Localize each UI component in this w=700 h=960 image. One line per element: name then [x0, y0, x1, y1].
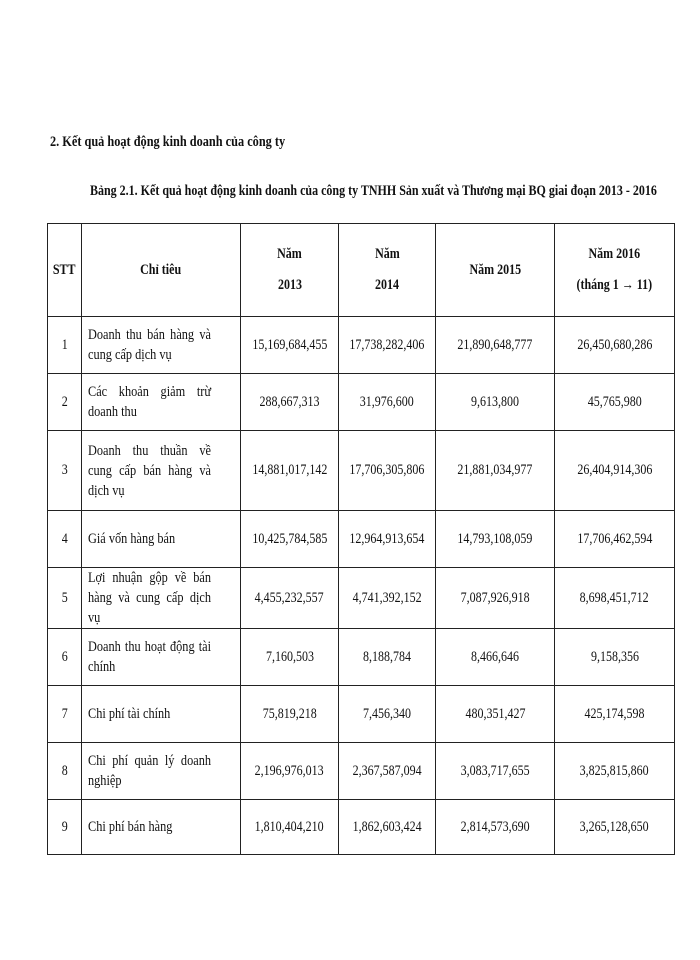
row-label: Các khoản giảm trừ doanh thu — [82, 374, 241, 431]
row-label: Giá vốn hàng bán — [82, 511, 241, 568]
cell-2016: 45,765,980 — [555, 374, 675, 431]
business-results-table — [47, 223, 675, 855]
table-row — [48, 511, 675, 568]
cell-2013: 1,810,404,210 — [241, 800, 339, 855]
cell-2013: 2,196,976,013 — [241, 743, 339, 800]
cell-2016: 26,450,680,286 — [555, 317, 675, 374]
table-row — [48, 431, 675, 511]
row-stt: 3 — [48, 431, 82, 511]
cell-2015: 3,083,717,655 — [436, 743, 555, 800]
cell-2016: 3,825,815,860 — [555, 743, 675, 800]
row-label: Chi phí tài chính — [82, 686, 241, 743]
cell-2013: 4,455,232,557 — [241, 568, 339, 629]
cell-2016: 425,174,598 — [555, 686, 675, 743]
table-row — [48, 743, 675, 800]
cell-2014: 2,367,587,094 — [339, 743, 436, 800]
row-stt: 6 — [48, 629, 82, 686]
cell-2014: 12,964,913,654 — [339, 511, 436, 568]
section-heading: 2. Kết quả hoạt động kinh doanh của công ty — [50, 134, 286, 150]
row-label: Doanh thu thuần về cung cấp bán hàng và dịch vụ — [82, 431, 241, 511]
cell-2016: 9,158,356 — [555, 629, 675, 686]
row-label: Doanh thu bán hàng và cung cấp dịch vụ — [82, 317, 241, 374]
cell-2015: 480,351,427 — [436, 686, 555, 743]
header-2014: Năm 2014 — [339, 224, 436, 317]
cell-2016: 26,404,914,306 — [555, 431, 675, 511]
header-2013: Năm 2013 — [241, 224, 339, 317]
cell-2013: 15,169,684,455 — [241, 317, 339, 374]
cell-2013: 10,425,784,585 — [241, 511, 339, 568]
cell-2013: 14,881,017,142 — [241, 431, 339, 511]
row-stt: 8 — [48, 743, 82, 800]
cell-2014: 31,976,600 — [339, 374, 436, 431]
cell-2016: 8,698,451,712 — [555, 568, 675, 629]
cell-2014: 1,862,603,424 — [339, 800, 436, 855]
cell-2014: 7,456,340 — [339, 686, 436, 743]
cell-2014: 17,738,282,406 — [339, 317, 436, 374]
cell-2015: 21,890,648,777 — [436, 317, 555, 374]
cell-2014: 4,741,392,152 — [339, 568, 436, 629]
cell-2015: 9,613,800 — [436, 374, 555, 431]
cell-2015: 21,881,034,977 — [436, 431, 555, 511]
row-stt: 1 — [48, 317, 82, 374]
table-row — [48, 686, 675, 743]
table-body — [48, 317, 675, 855]
header-2015: Năm 2015 — [436, 224, 555, 317]
table-row — [48, 629, 675, 686]
table-header-row — [48, 224, 675, 317]
header-2016: Năm 2016 (tháng 1 → 11) — [555, 224, 675, 317]
cell-2015: 8,466,646 — [436, 629, 555, 686]
row-label: Chi phí bán hàng — [82, 800, 241, 855]
table-caption: Bảng 2.1. Kết quả hoạt động kinh doanh của công ty TNHH Sản xuất và Thương mại BQ giai đoạn 2013 - 2016 — [90, 183, 657, 199]
row-label: Doanh thu hoạt động tài chính — [82, 629, 241, 686]
row-stt: 5 — [48, 568, 82, 629]
cell-2013: 75,819,218 — [241, 686, 339, 743]
table-row — [48, 568, 675, 629]
cell-2016: 3,265,128,650 — [555, 800, 675, 855]
header-stt: STT — [48, 224, 82, 317]
table-row — [48, 317, 675, 374]
cell-2015: 2,814,573,690 — [436, 800, 555, 855]
header-indicator: Chỉ tiêu — [82, 224, 241, 317]
row-stt: 2 — [48, 374, 82, 431]
row-label: Lợi nhuận gộp về bán hàng và cung cấp dịch vụ — [82, 568, 241, 629]
cell-2013: 288,667,313 — [241, 374, 339, 431]
cell-2015: 7,087,926,918 — [436, 568, 555, 629]
row-label: Chi phí quản lý doanh nghiệp — [82, 743, 241, 800]
cell-2014: 8,188,784 — [339, 629, 436, 686]
cell-2013: 7,160,503 — [241, 629, 339, 686]
cell-2016: 17,706,462,594 — [555, 511, 675, 568]
table-row — [48, 800, 675, 855]
row-stt: 7 — [48, 686, 82, 743]
cell-2014: 17,706,305,806 — [339, 431, 436, 511]
row-stt: 4 — [48, 511, 82, 568]
cell-2015: 14,793,108,059 — [436, 511, 555, 568]
row-stt: 9 — [48, 800, 82, 855]
table-row — [48, 374, 675, 431]
